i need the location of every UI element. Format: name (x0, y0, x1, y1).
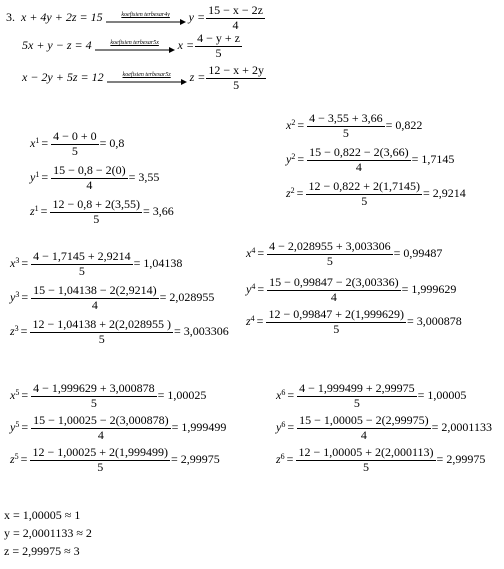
denominator: 5 (342, 125, 349, 140)
numerator: 4 − 3,55 + 3,66 (309, 111, 383, 125)
equals-sign: = (21, 290, 29, 305)
equals-sign: = (287, 420, 295, 435)
fraction (206, 4, 265, 33)
denominator: 5 (363, 459, 369, 474)
arrow-icon (107, 72, 187, 85)
denominator: 4 (232, 17, 239, 32)
var-label: x (286, 118, 292, 133)
denominator: 5 (97, 459, 104, 474)
fraction (267, 276, 401, 305)
var-label: x (276, 388, 282, 403)
numerator: 4 − 2,028955 + 3,003306 (269, 239, 391, 253)
fraction (31, 382, 157, 411)
iter5-y (10, 414, 226, 443)
var-label: x (30, 136, 36, 151)
fraction (297, 414, 431, 443)
numerator: 12 − x + 2y (208, 63, 264, 77)
iteration-superscript: 4 (251, 281, 256, 291)
final-x: x = 1,00005 ≈ 1 (4, 508, 81, 522)
iter2-y (286, 146, 454, 175)
iter5-x (10, 382, 206, 411)
result: = 2,028955 (159, 290, 215, 305)
equals-sign: = (40, 204, 48, 219)
arrow-label: koefisien terbesar5z (122, 71, 171, 78)
fraction (51, 164, 128, 193)
final-z: z = 2,99975 ≈ 3 (4, 544, 80, 558)
numerator: 15 − 1,00005 − 2(2,99975) (299, 413, 429, 427)
iteration-superscript: 2 (291, 117, 296, 127)
result: = 3,66 (142, 204, 174, 219)
numerator: 12 − 0,8 + 2(3,55) (52, 197, 140, 211)
result: = 1,04138 (133, 256, 183, 271)
iteration-superscript: 4 (251, 245, 256, 255)
var-label: z (286, 186, 291, 201)
fraction (306, 180, 422, 209)
equals-sign: = (21, 420, 29, 435)
result: = 0,99487 (393, 246, 443, 261)
fraction (297, 382, 417, 411)
result: = 1,00025 (157, 388, 207, 403)
equals-sign: = (297, 152, 305, 167)
fraction (267, 240, 393, 269)
numerator: 15 − 0,8 − 2(0) (53, 163, 126, 177)
fraction (195, 32, 242, 61)
denominator: 5 (90, 395, 97, 410)
iter4-z (246, 308, 462, 337)
numerator: 15 − 1,04138 − 2(2,9214) (33, 283, 157, 297)
fraction (31, 250, 133, 279)
var-label: x (246, 246, 252, 261)
result: = 1,999499 (171, 420, 227, 435)
iteration-superscript: 5 (15, 387, 20, 397)
denominator: 5 (361, 193, 368, 208)
iter5-z (10, 446, 220, 475)
iter6-y (276, 414, 492, 443)
iteration-superscript: 1 (34, 203, 39, 213)
equals-sign: = (286, 452, 294, 467)
equals-sign: = (21, 256, 29, 271)
var-label: x (10, 256, 16, 271)
denominator: 4 (91, 297, 98, 312)
problem-equation: 5x + y − z = 4 (22, 38, 92, 53)
equals-sign: = (20, 324, 28, 339)
iter6-x (276, 382, 466, 411)
iter3-x (10, 250, 182, 279)
iter1-x (30, 130, 124, 159)
denominator: 5 (353, 395, 360, 410)
arrow-icon (95, 40, 175, 53)
numerator: 15 − 1,00025 − 2(3,000878) (33, 413, 169, 427)
denominator: 5 (326, 253, 333, 268)
numerator: 12 − 1,00005 + 2(2,000113) (298, 445, 434, 459)
numerator: 4 − 1,999629 + 3,000878 (33, 381, 155, 395)
arrow-label: koefisien terbesar4y (121, 11, 170, 18)
result: = 1,999629 (401, 282, 457, 297)
result: = 0,8 (99, 136, 125, 151)
equals-sign: = (287, 388, 295, 403)
numerator: 4 − 1,7145 + 2,9214 (33, 249, 131, 263)
fraction (31, 284, 159, 313)
numerator: 12 − 1,00025 + 2(1,999499) (32, 445, 168, 459)
numerator: 12 − 0,99847 + 2(1,999629) (268, 307, 404, 321)
solved-lhs: z = (189, 70, 206, 85)
fraction (307, 146, 411, 175)
result: = 3,55 (128, 170, 160, 185)
fraction (206, 64, 266, 93)
iteration-superscript: 3 (14, 323, 19, 333)
fraction (30, 446, 170, 475)
denominator: 5 (215, 45, 222, 60)
result: = 3,003306 (173, 324, 229, 339)
iter3-z (10, 318, 229, 347)
iteration-superscript: 3 (15, 289, 20, 299)
iter6-z (276, 446, 485, 475)
var-label: y (10, 420, 16, 435)
numerator: 15 − x − 2z (208, 3, 263, 17)
result: = 1,7145 (411, 152, 455, 167)
iteration-superscript: 6 (280, 451, 285, 461)
iteration-superscript: 6 (281, 387, 286, 397)
denominator: 4 (330, 289, 337, 304)
numerator: 4 − 1,999499 + 2,99975 (299, 381, 415, 395)
equals-sign: = (41, 136, 49, 151)
fraction (51, 130, 99, 159)
var-label: x (10, 388, 16, 403)
problem-number: 3. (6, 10, 15, 25)
iteration-superscript: 5 (15, 419, 20, 429)
var-label: y (246, 282, 252, 297)
problem-equation: x + 4y + 2z = 15 (21, 10, 103, 25)
iter2-x (286, 112, 422, 141)
numerator: 12 − 0,822 + 2(1,7145) (308, 179, 420, 193)
solved-lhs: x = (177, 38, 195, 53)
iteration-superscript: 1 (35, 135, 40, 145)
result: = 1,00005 (417, 388, 467, 403)
fraction (50, 198, 142, 227)
result: = 2,99975 (170, 452, 220, 467)
problem-row-2 (22, 32, 243, 61)
numerator: 15 − 0,822 − 2(3,66) (309, 145, 409, 159)
fraction (296, 446, 435, 475)
problem-row-3 (22, 64, 267, 93)
iter2-z (286, 180, 466, 209)
denominator: 5 (93, 211, 100, 226)
result: = 0,822 (385, 118, 423, 133)
iter3-y (10, 284, 214, 313)
var-label: y (286, 152, 292, 167)
result: = 2,99975 (436, 452, 486, 467)
denominator: 5 (78, 263, 85, 278)
denominator: 4 (360, 427, 367, 442)
fraction (307, 112, 385, 141)
denominator: 5 (333, 321, 340, 336)
fraction (31, 414, 171, 443)
denominator: 4 (86, 177, 93, 192)
var-label: z (30, 204, 35, 219)
numerator: 4 − y + z (197, 31, 240, 45)
problem-row-1 (6, 4, 266, 33)
iteration-superscript: 2 (290, 185, 295, 195)
var-label: z (276, 452, 281, 467)
denominator: 5 (233, 77, 240, 92)
var-label: z (10, 452, 15, 467)
iteration-superscript: 4 (250, 313, 255, 323)
iteration-superscript: 5 (14, 451, 19, 461)
var-label: z (10, 324, 15, 339)
iter1-y (30, 164, 159, 193)
numerator: 15 − 0,99847 − 2(3,00336) (269, 275, 399, 289)
equals-sign: = (297, 118, 305, 133)
denominator: 5 (98, 331, 105, 346)
fraction (266, 308, 406, 337)
equals-sign: = (21, 388, 29, 403)
iteration-superscript: 2 (291, 151, 296, 161)
arrow-icon (106, 12, 186, 25)
equals-sign: = (20, 452, 28, 467)
numerator: 4 − 0 + 0 (53, 129, 97, 143)
result: = 2,9214 (422, 186, 466, 201)
equals-sign: = (296, 186, 304, 201)
iter4-x (246, 240, 442, 269)
denominator: 5 (71, 143, 78, 158)
equals-sign: = (257, 246, 265, 261)
equals-sign: = (256, 314, 264, 329)
final-y: y = 2,0001133 ≈ 2 (4, 526, 92, 540)
denominator: 4 (355, 159, 362, 174)
var-label: y (30, 170, 36, 185)
iter1-z (30, 198, 174, 227)
var-label: y (276, 420, 282, 435)
arrow-label: koefisien terbesar5x (110, 39, 159, 46)
fraction (30, 318, 173, 347)
var-label: z (246, 314, 251, 329)
problem-equation: x − 2y + 5z = 12 (22, 70, 104, 85)
iteration-superscript: 6 (281, 419, 286, 429)
equals-sign: = (41, 170, 49, 185)
iteration-superscript: 3 (15, 255, 20, 265)
iteration-superscript: 1 (35, 169, 40, 179)
equals-sign: = (257, 282, 265, 297)
solved-lhs: y = (188, 10, 206, 25)
iter4-y (246, 276, 456, 305)
result: = 3,000878 (406, 314, 462, 329)
denominator: 4 (97, 427, 104, 442)
result: = 2,0001133 (431, 420, 492, 435)
var-label: y (10, 290, 16, 305)
numerator: 12 − 1,04138 + 2(2,028955 ) (32, 317, 171, 331)
